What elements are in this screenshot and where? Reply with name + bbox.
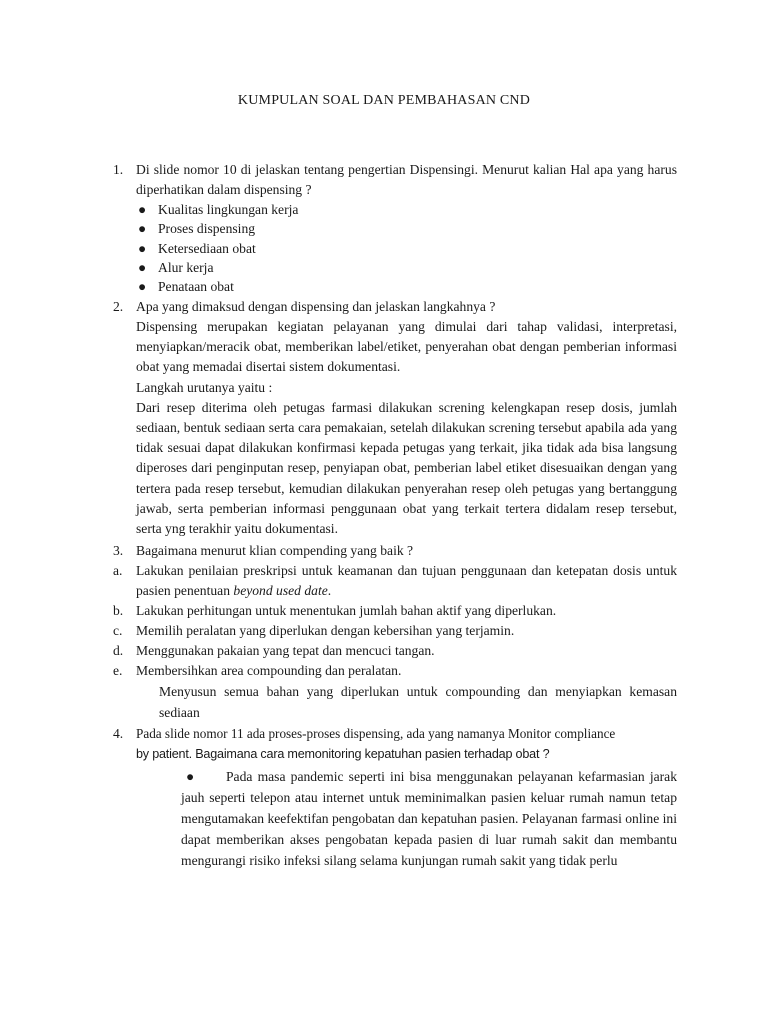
question-2-answer-definition: Dispensing merupakan kegiatan pelayanan yang dimulai dari tahap validasi, interpretasi, menyiapkan/meracik obat, memberikan label/etiket, penyerahan obat dengan pemberian informasi obat yang memadai disertai sistem dokumentasi. (136, 318, 677, 375)
document-body (0, 160, 768, 871)
bullet-icon: ● (138, 240, 147, 256)
bullet-icon: ● (186, 768, 195, 784)
question-3 (0, 541, 677, 561)
list-item: ● Kualitas lingkungan kerja (136, 200, 677, 219)
question-3-number: 3. (113, 542, 124, 558)
question-3-item-d: d. Menggunakan pakaian yang tepat dan mencuci tangan. (113, 642, 435, 658)
question-2-text: Apa yang dimaksud dengan dispensing dan jelaskan langkahnya ? (136, 299, 496, 315)
question-4 (0, 724, 677, 764)
bullet-icon: ● (138, 221, 147, 237)
question-2 (0, 297, 677, 317)
question-4-number: 4. (113, 725, 124, 741)
question-3-item-a: a. Lakukan penilaian preskripsi untuk keamanan dan tujuan penggunaan dan ketepatan dosis untuk pasien penentuan beyond used date. (113, 562, 677, 598)
list-item: ● Alur kerja (136, 258, 677, 277)
question-1-text: Di slide nomor 10 di jelaskan tentang pengertian Dispensingi. Menurut kalian Hal apa yang harus diperhatikan dalam dispensing ? (136, 162, 677, 197)
question-4-text-line2: by patient. Bagaimana cara memonitoring kepatuhan pasien terhadap obat ? (136, 746, 550, 761)
question-4-answer-text: Pada masa pandemic seperti ini bisa menggunakan pelayanan kefarmasian jarak jauh seperti telepon atau internet untuk meminimalkan pasien keluar rumah namun tetap mengutamakan keefektifan pengobatan dan kepatuhan pasien. Pelayanan farmasi online ini dapat memberikan akses pengobatan kepada pasien di luar rumah sakit dan membantu mengurangi risiko infeksi silang selama kunjungan rumah sakit yang tidak perlu (181, 768, 677, 868)
question-2-steps-intro: Langkah urutanya yaitu : (136, 379, 273, 395)
list-item: ● Penataan obat (136, 277, 677, 296)
list-item: ● Ketersediaan obat (136, 239, 677, 258)
list-item: ● Proses dispensing (136, 219, 677, 238)
question-3-text: Bagaimana menurut klian compending yang baik ? (136, 542, 414, 558)
question-2-number: 2. (113, 299, 124, 315)
question-1 (0, 160, 677, 199)
question-3-extra: Menyusun semua bahan yang diperlukan untuk compounding dan menyiapkan kemasan sediaan (159, 683, 677, 720)
question-3-item-c: c. Memilih peralatan yang diperlukan dengan kebersihan yang terjamin. (113, 622, 515, 638)
bullet-icon: ● (138, 202, 147, 217)
bullet-icon: ● (138, 259, 147, 275)
question-4-text-line1: Pada slide nomor 11 ada proses-proses dispensing, ada yang namanya Monitor compliance (136, 725, 616, 741)
question-2-answer-steps: Dari resep diterima oleh petugas farmasi dilakukan screning kelengkapan resep dosis, jumlah sediaan, bentuk sediaan serta cara pemakaian, setelah dilakukan screning tersebut apabila ada yang tidak sesuai dapat dilakukan konfirmasi kepada petugas yang terkait, jika tidak ada bisa langsung diperoses dari penginputan resep, penyiapan obat, pemberian label etiket disesuaikan dengan yang tertera pada resep tersebut, kemudian dilakukan penyerahan resep oleh petugas yang bertanggung jawab, serta pemberian informasi penggunaan obat yang terkait tertera didalam resep tersebut, serta yng terakhir yaitu dokumentasi. (136, 399, 677, 537)
document-title: KUMPULAN SOAL DAN PEMBAHASAN CND (237, 93, 531, 108)
bullet-icon: ● (138, 279, 147, 295)
question-1-number: 1. (113, 162, 124, 177)
question-3-item-e: e. Membersihkan area compounding dan peralatan. (113, 662, 402, 678)
question-4-answer (0, 766, 677, 871)
question-1-bullets (0, 200, 677, 296)
question-3-item-b: b. Lakukan perhitungan untuk menentukan jumlah bahan aktif yang diperlukan. (113, 602, 557, 618)
